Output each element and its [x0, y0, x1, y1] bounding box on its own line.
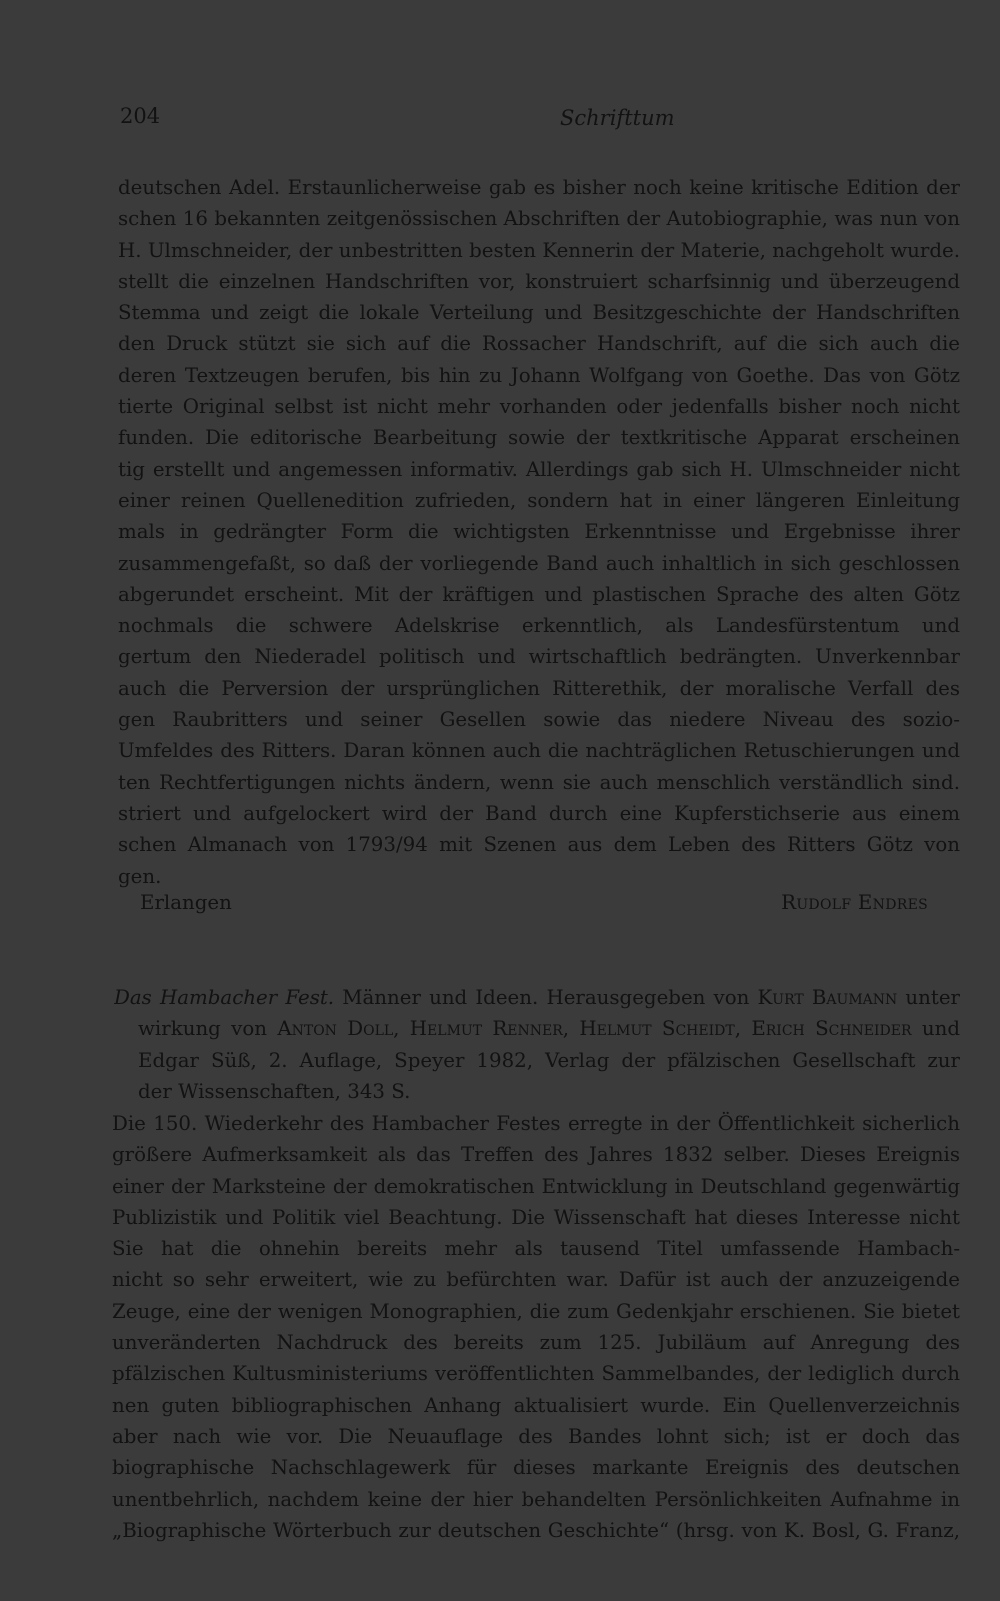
- page-header: [120, 104, 960, 134]
- book-title: Das Hambacher Fest.: [114, 986, 335, 1009]
- review-paragraph: [118, 172, 960, 892]
- text-line: Sie hat die ohnehin bereits mehr als tausend Titel umfassende Hambach-: [112, 1237, 960, 1261]
- bib-line: Edgar Süß, 2. Auflage, Speyer 1982, Verlag der pfälzischen Gesellschaft zur: [138, 1048, 960, 1072]
- bib-text: und: [911, 1017, 960, 1041]
- text-line: zusammengefaßt, so daß der vorliegende Band auch inhaltlich in sich geschlossen: [118, 551, 960, 575]
- text-line: tig erstellt und angemessen informativ. Allerdings gab sich H. Ulmschneider nicht: [118, 457, 960, 481]
- bib-text: wirkung von: [138, 1017, 278, 1041]
- text-line: funden. Die editorische Bearbeitung sowie der textkritische Apparat erscheinen: [118, 426, 960, 450]
- text-line: H. Ulmschneider, der unbestritten besten Kennerin der Materie, nachgeholt wurde.: [118, 238, 960, 262]
- bib-text: Männer und Ideen. Herausgegeben von: [334, 986, 758, 1009]
- text-line: größere Aufmerksamkeit als das Treffen des Jahres 1832 selber. Dieses Ereignis: [112, 1143, 960, 1167]
- reviewer-name: Rudolf Endres: [781, 891, 928, 914]
- review-signoff: [140, 891, 960, 923]
- text-line: biographische Nachschlagewerk für dieses markante Ereignis des deutschen: [112, 1456, 960, 1480]
- text-line: unentbehrlich, nachdem keine der hier behandelten Persönlichkeiten Aufnahme in: [112, 1487, 960, 1511]
- text-line: ten Rechtfertigungen nichts ändern, wenn sie auch menschlich verständlich sind.: [118, 770, 960, 794]
- text-line: Umfeldes des Ritters. Daran können auch die nachträglichen Retuschierungen und: [118, 739, 960, 763]
- editor-name: Kurt Baumann: [757, 986, 898, 1009]
- text-line: schen 16 bekannten zeitgenössischen Abschriften der Autobiographie, was nun von: [118, 207, 960, 231]
- text-line: einer reinen Quellenedition zufrieden, sondern hat in einer längeren Einleitung: [118, 488, 960, 512]
- reviewer-place: Erlangen: [140, 891, 232, 914]
- text-line: Stemma und zeigt die lokale Verteilung und Besitzgeschichte der Handschriften: [118, 301, 960, 325]
- text-line: pfälzischen Kultusministeriums veröffentlichten Sammelbandes, der lediglich durch: [112, 1362, 960, 1386]
- text-line: den Druck stützt sie sich auf die Rossacher Handschrift, auf die sich auch die: [118, 332, 960, 356]
- text-line: deutschen Adel. Erstaunlicherweise gab es bisher noch keine kritische Edition der: [118, 176, 960, 199]
- text-line: deren Textzeugen berufen, bis hin zu Johann Wolfgang von Goethe. Das von Götz: [118, 363, 960, 387]
- contributor-names: Anton Doll, Helmut Renner, Helmut Scheidt, Erich Schneider: [277, 1017, 912, 1041]
- running-head: Schrifttum: [560, 106, 675, 130]
- text-line: nicht so sehr erweitert, wie zu befürchten war. Dafür ist auch der anzuzeigende: [112, 1268, 960, 1292]
- text-line: Publizistik und Politik viel Beachtung. Die Wissenschaft hat dieses Interesse nicht: [112, 1205, 960, 1229]
- text-line: schen Almanach von 1793/94 mit Szenen aus dem Leben des Ritters Götz von: [118, 833, 960, 857]
- text-line: tierte Original selbst ist nicht mehr vorhanden oder jedenfalls bisher noch nicht: [118, 395, 960, 419]
- bib-text: unter: [905, 986, 960, 1009]
- text-line: Die 150. Wiederkehr des Hambacher Festes erregte in der Öffentlichkeit sicherlich: [112, 1112, 960, 1135]
- text-line: nochmals die schwere Adelskrise erkenntlich, als Landesfürstentum und: [118, 614, 960, 638]
- text-line: „Biographische Wörterbuch zur deutschen Geschichte“ (hrsg. von K. Bosl, G. Franz,: [112, 1518, 960, 1542]
- bibliographic-entry: [114, 982, 960, 1107]
- text-line: gertum den Niederadel politisch und wirtschaftlich bedrängten. Unverkennbar: [118, 645, 960, 669]
- bib-line: [114, 1013, 960, 1044]
- text-line: stellt die einzelnen Handschriften vor, konstruiert scharfsinnig und überzeugend: [118, 269, 960, 293]
- text-line: einer der Marksteine der demokratischen Entwicklung in Deutschland gegenwärtig: [112, 1174, 960, 1198]
- text-line: aber nach wie vor. Die Neuauflage des Bandes lohnt sich; ist er doch das: [112, 1424, 960, 1448]
- bib-line: [114, 982, 960, 1013]
- review-paragraph: [112, 1108, 960, 1546]
- text-line: abgerundet erscheint. Mit der kräftigen und plastischen Sprache des alten Götz: [118, 582, 960, 606]
- text-line: gen Raubritters und seiner Gesellen sowie das niedere Niveau des sozio-: [118, 708, 960, 732]
- bib-line: der Wissenschaften, 343 S.: [138, 1079, 411, 1103]
- text-line: nen guten bibliographischen Anhang aktualisiert wurde. Ein Quellenverzeichnis: [112, 1393, 960, 1417]
- text-line: gen.: [118, 864, 162, 888]
- page-number: 204: [120, 104, 161, 128]
- text-line: striert und aufgelockert wird der Band durch eine Kupferstichserie aus einem: [118, 801, 960, 825]
- text-line: mals in gedrängter Form die wichtigsten Erkenntnisse und Ergebnisse ihrer: [118, 520, 960, 544]
- text-line: auch die Perversion der ursprünglichen Ritterethik, der moralische Verfall des: [118, 676, 960, 700]
- text-line: Zeuge, eine der wenigen Monographien, die zum Gedenkjahr erschienen. Sie bietet: [112, 1299, 960, 1323]
- text-line: unveränderten Nachdruck des bereits zum 125. Jubiläum auf Anregung des: [112, 1331, 960, 1355]
